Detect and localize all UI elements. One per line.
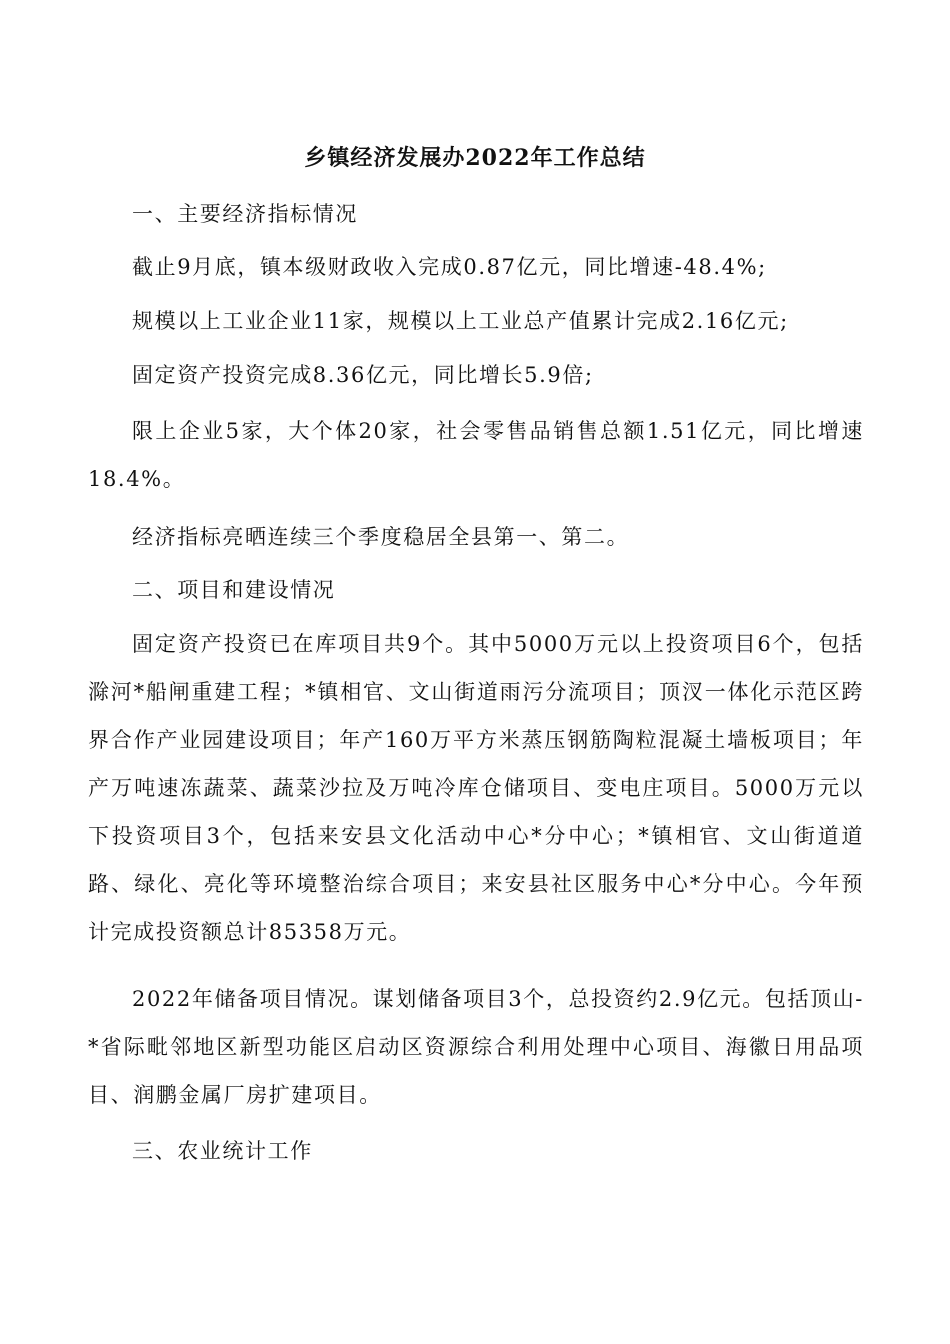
paragraph-industrial-enterprises: 规模以上工业企业11家，规模以上工业总产值累计完成2.16亿元; — [132, 309, 789, 333]
section-heading-3: 三、农业统计工作 — [132, 1139, 313, 1163]
paragraph-fiscal-revenue: 截止9月底，镇本级财政收入完成0.87亿元，同比增速-48.4%; — [132, 255, 767, 279]
section-heading-1: 一、主要经济指标情况 — [132, 202, 358, 226]
section-heading-2: 二、项目和建设情况 — [132, 578, 336, 602]
paragraph-project-list: 固定资产投资已在库项目共9个。其中5000万元以上投资项目6个，包括滁河*船闸重建工程；*镇相官、文山街道雨污分流项目；顶汊一体化示范区跨界合作产业园建设项目；年产160万平方米蒸压钢筋陶粒混凝土墙板项目；年产万吨速冻蔬菜、蔬菜沙拉及万吨冷库仓储项目、变电庄项目。5000万元以下投资项目3个，包括来安县文化活动中心*分中心；*镇相官、文山街道道路、绿化、亮化等环境整治综合项目；来安县社区服务中心*分中心。今年预计完成投资额总计85358万元。 — [88, 632, 864, 944]
paragraph-indicator-ranking: 经济指标亮晒连续三个季度稳居全县第一、第二。 — [132, 525, 630, 549]
paragraph-retail-sales: 限上企业5家，大个体20家，社会零售品销售总额1.51亿元，同比增速18.4%。 — [88, 419, 864, 491]
paragraph-reserve-projects: 2022年储备项目情况。谋划储备项目3个，总投资约2.9亿元。包括顶山-*省际毗邻地区新型功能区启动区资源综合利用处理中心项目、海徽日用品项目、润鹏金属厂房扩建项目。 — [88, 987, 864, 1107]
document-title: 乡镇经济发展办2022年工作总结 — [304, 145, 646, 171]
paragraph-fixed-asset-investment: 固定资产投资完成8.36亿元，同比增长5.9倍; — [132, 363, 594, 387]
